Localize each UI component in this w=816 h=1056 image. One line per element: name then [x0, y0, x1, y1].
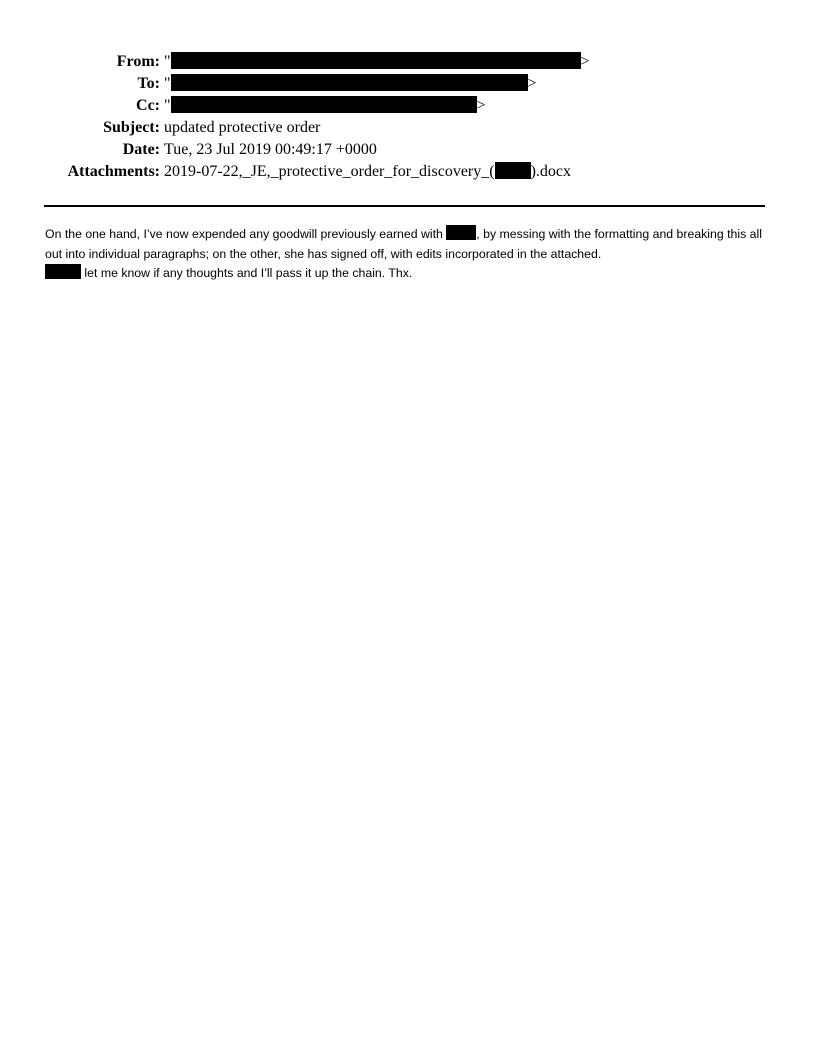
- from-row: [0, 51, 816, 73]
- to-value: [164, 73, 537, 95]
- body-redaction-2: [45, 264, 81, 279]
- cc-row: [0, 95, 816, 117]
- to-close-bracket: >: [527, 75, 537, 92]
- date-value: Tue, 23 Jul 2019 00:49:17 +0000: [164, 141, 377, 158]
- from-label: From:: [116, 53, 160, 70]
- attachment-filename[interactable]: [164, 161, 571, 183]
- cc-close-bracket: >: [476, 97, 486, 114]
- from-value: [164, 51, 590, 73]
- attachment-redaction: [495, 162, 531, 179]
- attachment-suffix: ).docx: [530, 163, 572, 180]
- to-open-quote: ": [164, 75, 171, 92]
- from-close-bracket: >: [580, 53, 590, 70]
- body-part-3: let me know if any thoughts and I’ll pass it up the chain. Thx.: [81, 266, 413, 280]
- body-part-2: , by messing with the formatting and breaking this all out into individual paragraphs; on the other, she has signed off, with edits incorporated in the attached.: [45, 227, 762, 261]
- to-row: [0, 73, 816, 95]
- header-divider: [44, 205, 765, 207]
- date-label: Date:: [122, 141, 160, 158]
- subject-label: Subject:: [103, 119, 160, 136]
- email-body: [45, 225, 775, 284]
- from-redaction: [171, 52, 581, 69]
- body-part-1: On the one hand, I’ve now expended any goodwill previously earned with: [45, 227, 447, 241]
- cc-value: [164, 95, 486, 117]
- attachments-label: Attachments:: [67, 163, 160, 180]
- email-header: [0, 51, 816, 183]
- cc-redaction: [171, 96, 477, 113]
- attachment-prefix: 2019-07-22,_JE,_protective_order_for_discovery_(: [164, 163, 495, 180]
- subject-value: updated protective order: [164, 119, 321, 136]
- from-open-quote: ": [164, 53, 171, 70]
- attachments-row: [0, 161, 816, 183]
- cc-label: Cc:: [136, 97, 160, 114]
- subject-row: [0, 117, 816, 139]
- body-redaction-1: [446, 225, 476, 240]
- to-redaction: [171, 74, 528, 91]
- date-row: [0, 139, 816, 161]
- to-label: To:: [137, 75, 160, 92]
- cc-open-quote: ": [164, 97, 171, 114]
